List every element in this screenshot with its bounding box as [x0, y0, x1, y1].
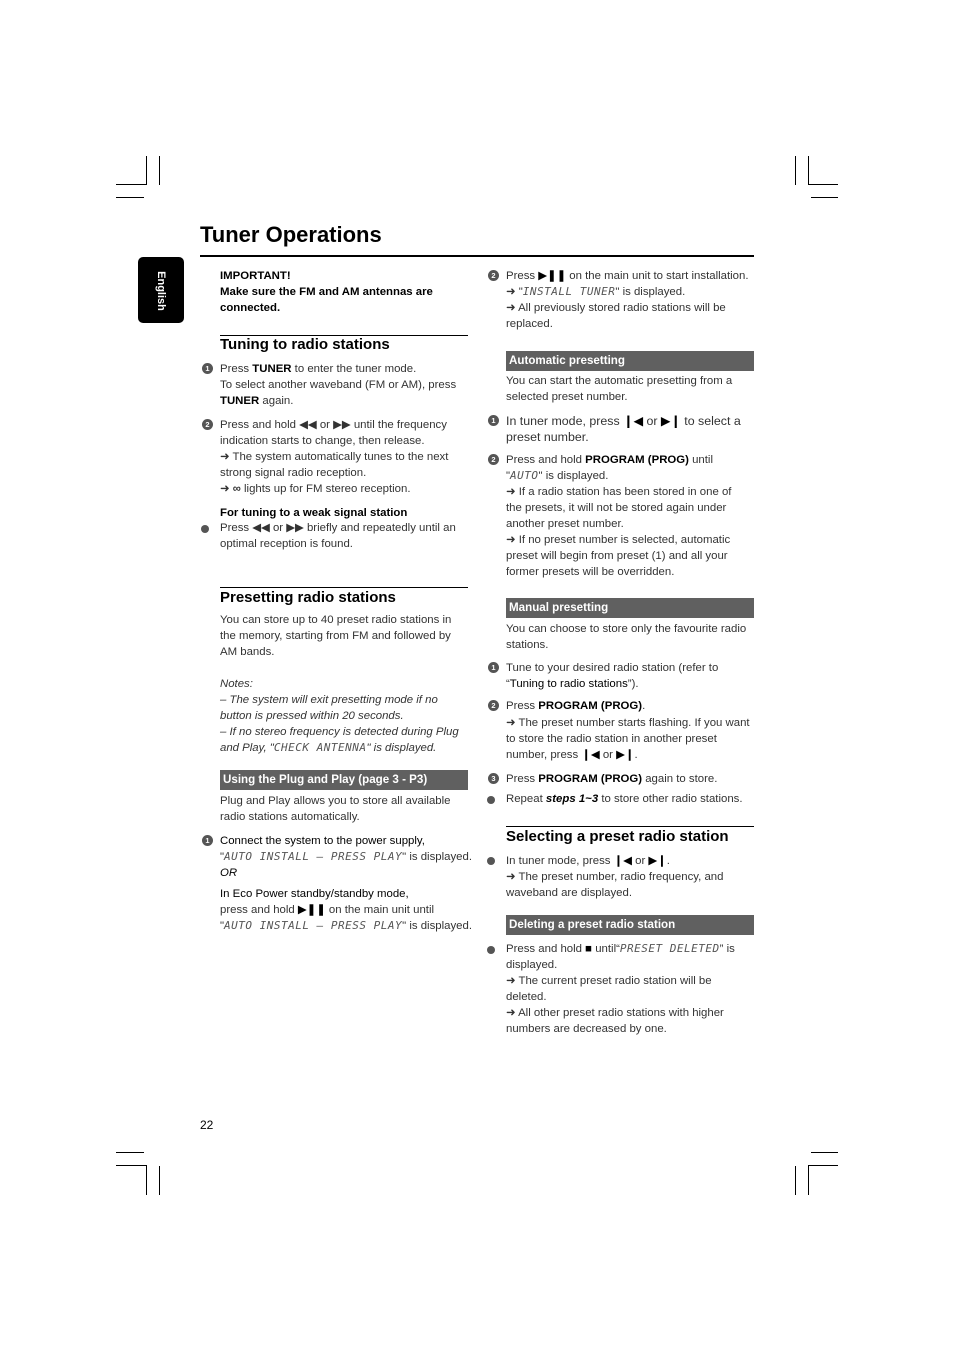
- step-number-2: 2: [488, 454, 499, 465]
- plug-play-step1-line2: "AUTO INSTALL – PRESS PLAY" is displayed.: [220, 850, 473, 863]
- tuning-step2-line4: strong signal radio reception.: [220, 467, 367, 479]
- auto-preset-step2-line2: "AUTO" is displayed.: [506, 469, 609, 482]
- note2-line1: – If no stereo frequency is detected during Plug: [220, 726, 459, 738]
- auto-preset-step2-line3: ➜ If a radio station has been stored in one of: [506, 486, 732, 498]
- auto-preset-step2-line8: former presets will be overridden.: [506, 566, 675, 578]
- delete-preset-line4: deleted.: [506, 991, 547, 1003]
- next-icon: ▶❙: [660, 414, 681, 428]
- select-preset-heading: Selecting a preset radio station: [506, 828, 729, 845]
- tuning-heading: Tuning to radio stations: [220, 336, 390, 353]
- auto-preset-step1-line2: preset number.: [506, 430, 589, 444]
- step-number-1: 1: [488, 415, 499, 426]
- step-number-2: 2: [488, 700, 499, 711]
- manual-preset-bar: Manual presetting: [506, 598, 754, 618]
- play-pause-icon: ▶❚❚: [297, 904, 326, 916]
- important-line2: connected.: [220, 302, 281, 314]
- page-title: Tuner Operations: [200, 222, 382, 247]
- tuning-step2-line1: Press and hold ◀◀ or ▶▶ until the frequency: [220, 419, 447, 431]
- auto-preset-step2-line5: another preset number.: [506, 518, 624, 530]
- step-number-2: 2: [488, 270, 499, 281]
- auto-preset-bar: Automatic presetting: [506, 351, 754, 371]
- manual-preset-intro-line1: You can choose to store only the favourite radio: [506, 623, 747, 635]
- section-rule: [220, 587, 468, 588]
- eco-line1: In Eco Power standby/standby mode,: [220, 888, 409, 900]
- select-preset-line1: In tuner mode, press ❙◀ or ▶❙.: [506, 855, 670, 867]
- manual-preset-step2-line1: Press PROGRAM (PROG).: [506, 700, 646, 712]
- page-number: 22: [200, 1118, 214, 1132]
- tuning-step2-line3: ➜ The system automatically tunes to the next: [220, 451, 449, 463]
- manual-preset-step2-line2: ➜ The preset number starts flashing. If you want: [506, 717, 750, 729]
- previous-icon: ❙◀: [613, 855, 632, 867]
- language-tab: [138, 257, 184, 323]
- auto-preset-step2-line6: ➜ If no preset number is selected, automatic: [506, 534, 731, 546]
- auto-preset-step1-line1: In tuner mode, press ❙◀ or ▶❙ to select a: [506, 414, 741, 428]
- step-number-1: 1: [202, 363, 213, 374]
- manual-preset-step3-line1: Press PROGRAM (PROG) again to store.: [506, 773, 718, 785]
- select-preset-line2: ➜ The preset number, radio frequency, and: [506, 871, 724, 883]
- language-tab-label: English: [155, 271, 167, 311]
- important-line1: Make sure the FM and AM antennas are: [220, 286, 433, 298]
- note2-line2: and Play, "CHECK ANTENNA" is displayed.: [220, 741, 437, 754]
- manual-preset-step2-line4: number, press ❙◀ or ▶❙.: [506, 749, 638, 761]
- step-number-1: 1: [202, 835, 213, 846]
- previous-icon: ❙◀: [581, 749, 600, 761]
- plug-play-bar: Using the Plug and Play (page 3 - P3): [220, 770, 468, 790]
- note1-line1: – The system will exit presetting mode if no: [220, 694, 438, 706]
- auto-preset-intro-line2: selected preset number.: [506, 391, 628, 403]
- note1-line2: button is pressed within 20 seconds.: [220, 710, 404, 722]
- delete-preset-line1: Press and hold ■ until“PRESET DELETED” is: [506, 942, 735, 955]
- step-number-1: 1: [488, 662, 499, 673]
- tuning-step1-line1: Press TUNER to enter the tuner mode.: [220, 363, 417, 375]
- important-heading: IMPORTANT!: [220, 270, 291, 282]
- section-rule: [506, 826, 754, 827]
- bullet: [487, 946, 495, 954]
- bullet: [487, 796, 495, 804]
- weak-signal-heading: For tuning to a weak signal station: [220, 507, 408, 519]
- delete-preset-bar: Deleting a preset radio station: [506, 915, 754, 935]
- stereo-icon: ∞: [232, 483, 241, 495]
- plug-play-step2-line3: ➜ All previously stored radio stations will be: [506, 302, 726, 314]
- tuning-step2-line5: ➜ ∞ lights up for FM stereo reception.: [220, 483, 411, 495]
- manual-preset-step1-line2: “Tuning to radio stations”).: [506, 678, 639, 690]
- weak-signal-line1: Press ◀◀ or ▶▶ briefly and repeatedly until an: [220, 522, 456, 534]
- plug-play-intro-line2: radio stations automatically.: [220, 811, 360, 823]
- delete-preset-line2: displayed.: [506, 959, 558, 971]
- title-rule: [200, 255, 754, 257]
- select-preset-line3: waveband are displayed.: [506, 887, 633, 899]
- tuning-step1-line2: To select another waveband (FM or AM), press: [220, 379, 457, 391]
- bullet: [201, 525, 209, 533]
- eco-line2: press and hold ▶❚❚ on the main unit until: [220, 904, 435, 916]
- delete-preset-line6: numbers are decreased by one.: [506, 1023, 667, 1035]
- delete-preset-line3: ➜ The current preset radio station will be: [506, 975, 712, 987]
- rewind-icon: ◀◀: [299, 419, 317, 431]
- auto-preset-step2-line4: the presets, it will not be stored again under: [506, 502, 727, 514]
- manual-preset-step2-line3: to store the radio station in another preset: [506, 733, 717, 745]
- auto-preset-intro-line1: You can start the automatic presetting from a: [506, 375, 733, 387]
- or-label: OR: [220, 867, 238, 879]
- presetting-heading: Presetting radio stations: [220, 589, 396, 606]
- weak-signal-line2: optimal reception is found.: [220, 538, 353, 550]
- tuning-step1-line3: TUNER again.: [220, 395, 294, 407]
- plug-play-step2-line1: Press ▶❚❚ on the main unit to start installation.: [506, 270, 749, 282]
- delete-preset-line5: ➜ All other preset radio stations with higher: [506, 1007, 724, 1019]
- plug-play-step2-line2: ➜ "INSTALL TUNER" is displayed.: [506, 285, 686, 298]
- step-number-2: 2: [202, 419, 213, 430]
- play-pause-icon: ▶❚❚: [538, 270, 567, 282]
- rewind-icon: ◀◀: [252, 522, 270, 534]
- fast-forward-icon: ▶▶: [333, 419, 351, 431]
- presetting-intro-line1: You can store up to 40 preset radio stations in: [220, 614, 452, 626]
- notes-label: Notes:: [220, 678, 253, 690]
- plug-play-intro-line1: Plug and Play allows you to store all available: [220, 795, 451, 807]
- plug-play-step2-line4: replaced.: [506, 318, 553, 330]
- next-icon: ▶❙: [616, 749, 635, 761]
- fast-forward-icon: ▶▶: [286, 522, 304, 534]
- step-number-3: 3: [488, 773, 499, 784]
- manual-preset-step1-line1: Tune to your desired radio station (refer to: [506, 662, 719, 674]
- presetting-intro-line3: AM bands.: [220, 646, 275, 658]
- manual-preset-repeat: Repeat steps 1~3 to store other radio stations.: [506, 793, 743, 805]
- bullet: [487, 857, 495, 865]
- tuning-step2-line2: indication starts to change, then release.: [220, 435, 425, 447]
- stop-icon: ■: [585, 943, 593, 955]
- auto-preset-step2-line7: preset will begin from preset (1) and all your: [506, 550, 728, 562]
- plug-play-step1-line1: Connect the system to the power supply,: [220, 835, 425, 847]
- presetting-intro-line2: the memory, starting from FM and followed by: [220, 630, 451, 642]
- eco-line3: "AUTO INSTALL – PRESS PLAY" is displayed.: [220, 919, 473, 932]
- manual-preset-intro-line2: stations.: [506, 639, 549, 651]
- next-icon: ▶❙: [648, 855, 667, 867]
- auto-preset-step2-line1: Press and hold PROGRAM (PROG) until: [506, 454, 713, 466]
- previous-icon: ❙◀: [623, 414, 644, 428]
